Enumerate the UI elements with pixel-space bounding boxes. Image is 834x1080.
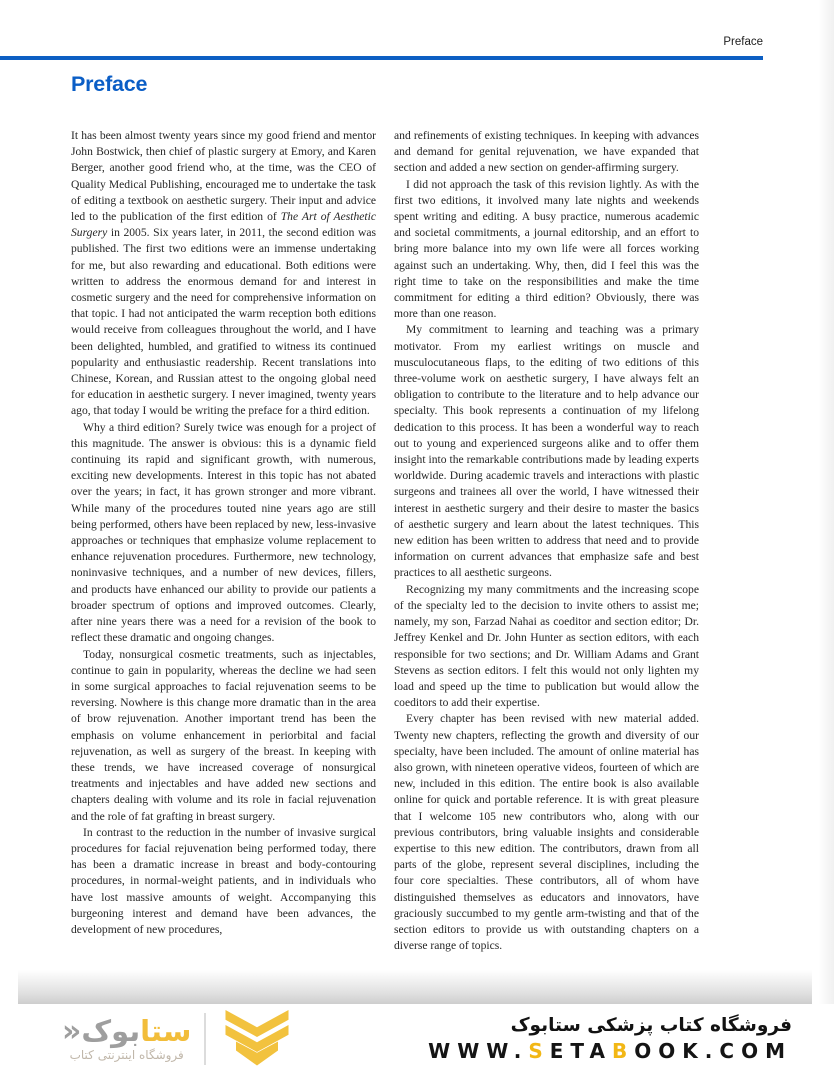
footer-store-info: [428, 1015, 792, 1063]
paragraph: Recognizing my many commitments and the increasing scope of the specialty led to the decision to invite others to assist me; namely, my son, Farzad Nahai as coeditor and section editor; Dr. Jeffrey Kenkel and Dr. John Hunter as section editors, with each responsible for two sections; and Dr. William Adams and Grant Stevens as section editors. I felt this would not only lighten my load and speed up the time to publication but would allow the coeditors to add their expertise.: [394, 582, 699, 710]
store-name-persian: فروشگاه کتاب پزشکی ستابوک: [510, 1015, 792, 1036]
paragraph: In contrast to the reduction in the number of invasive surgical procedures for facial rejuvenation being performed today, there has been a dramatic increase in breast and body-contouring procedures, in normal-weight patients, and in individuals who have lost massive amounts of weight. Accompanying this burgeoning interest and demand have been advances, the development of new procedures,: [71, 825, 376, 936]
website-url: WWW.SETABOOK.COM: [428, 1039, 792, 1063]
running-head: Preface: [723, 36, 763, 48]
paragraph: It has been almost twenty years since my good friend and mentor John Bostwick, then chief of plastic surgery at Emory, and Karen Berger, another good friend who, at the time, was the CEO of Quality Medical Publishing, encouraged me to undertake the task of editing a textbook on aesthetic surgery. Their input and advice led to the publication of the first edition of The Art of Aesthetic Surgery in 2005. Six years later, in 2011, the second edition was published. The first two editions were an immense undertaking for me, but also rewarding and educational. Both editions were written to address the enormous demand for and interest in cosmetic surgery and the need for comprehensive information on that topic. I had not anticipated the warm reception both editions would receive from colleagues throughout the world, and I have been delighted, humbled, and gratified to witness its continued popularity and enthusiastic readership. Recent translations into Chinese, Korean, and Russian attest to the ongoing global need for education in aesthetic surgery. I never imagined, twenty years ago, that today I would be writing the preface for a third edition.: [71, 129, 376, 418]
paragraph: Why a third edition? Surely twice was enough for a project of this magnitude. The answer is obvious: this is a dynamic field continuing its rapid and significant growth, with numerous, exciting new developments. Interest in this topic has not abated over the years; in fact, it has grown stronger and more vibrant. While many of the procedures touted nine years ago are still being performed, others have been replaced by new, less-invasive approaches or techniques that emphasize volume replacement to enhance rejuvenation procedures. Furthermore, new technology, noninvasive techniques, and a number of new devices, fillers, and products have enhanced our ability to provide our patients a broader spectrum of options and improved outcomes. Clearly, after nine years there was a need for a revision of the book to reflect these dramatic and ongoing changes.: [71, 420, 376, 645]
setabook-chevron-emblem-icon: [219, 1007, 295, 1072]
wordmark-yellow-part: ستا: [140, 1013, 192, 1048]
text-column-left: [71, 128, 376, 954]
logo-tagline: فروشگاه اینترنتی کتاب: [69, 1048, 184, 1063]
double-chevron-icon: «: [62, 1013, 82, 1049]
paragraph: I did not approach the task of this revision lightly. As with the first two editions, it involved many late nights and weekends spent writing and editing. A busy practice, numerous academic and societal commitments, a journal editorship, and an effort to bring more balance into my own life were all forces working against such an undertaking. Why, then, did I feel this was the right time to take on the responsibilities and make the time commitment for editing a third edition? Obviously, there was more than one reason.: [394, 177, 699, 321]
footer: [0, 1004, 834, 1080]
page-title: Preface: [71, 72, 148, 96]
header-rule: [0, 56, 763, 60]
setabook-logo: [62, 1007, 295, 1072]
logo-wordmark: [62, 1013, 192, 1049]
paragraph: My commitment to learning and teaching was a primary motivator. From my earliest writings on muscle and musculocutaneous flaps, to the editing of two editions of this three-volume work on aesthetic surgery, I have always felt an obligation to contribute to the literature and to help advance our specialty. This book represents a continuation of my lifelong dedication to this process. It has been a wonderful way to reach out to young and experienced surgeons alike and to offer them insight into the remarkable contributions made by leading experts worldwide. During academic travels and interactions with plastic surgeons and trainees all over the world, I have witnessed their interest in aesthetic surgery and their desire to master the basics of aesthetic surgery and learn about the latest techniques. This new edition has been written to address that need and to provide information on current advances that emphasize safe and best practices to all aesthetic surgeons.: [394, 323, 699, 580]
wordmark-gray-part: بوک: [81, 1013, 141, 1048]
logo-wordmark-block: [62, 1013, 192, 1063]
paragraph: and refinements of existing techniques. In keeping with advances and demand for genital rejuvenation, we have expanded that section and added a new section on gender-affirming surgery.: [394, 129, 699, 175]
paragraph: Every chapter has been revised with new material added. Twenty new chapters, reflecting the growth and diversity of our specialty, have been included. The amount of online material has also grown, with nineteen operative videos, fourteen of which are new, included in this edition. The entire book is also available online for quick and portable reference. It is with great pleasure that I welcome 105 new contributors who, along with our previous contributors, bring valuable insights and considerable expertise to this new edition. The contributors, drawn from all parts of the globe, represent several disciplines, including the four core specialties. These contributors, all of whom have distinguished themselves as educators and innovators, have graciously succumbed to my gentle arm-twisting and that of the section editors to provide us with outstanding chapters on a diverse range of topics.: [394, 712, 699, 953]
two-column-text: [71, 128, 699, 954]
text-column-right: [394, 128, 699, 954]
paragraph: Today, nonsurgical cosmetic treatments, such as injectables, continue to gain in popularity, whereas the decline we had seen in some surgical approaches to facial rejuvenation seems to be reversing. Nowhere is this change more dramatic than in the area of brow rejuvenation. Another important trend has been the emphasis on volume enhancement in periorbital and facial rejuvenation, as well as surgery of the breast. In keeping with these trends, we have increased coverage of nonsurgical treatments and injectables and have added new sections and chapters dealing with volume and its role in facial rejuvenation and the role of fat grafting in breast surgery.: [71, 647, 376, 823]
logo-divider: [204, 1013, 206, 1065]
